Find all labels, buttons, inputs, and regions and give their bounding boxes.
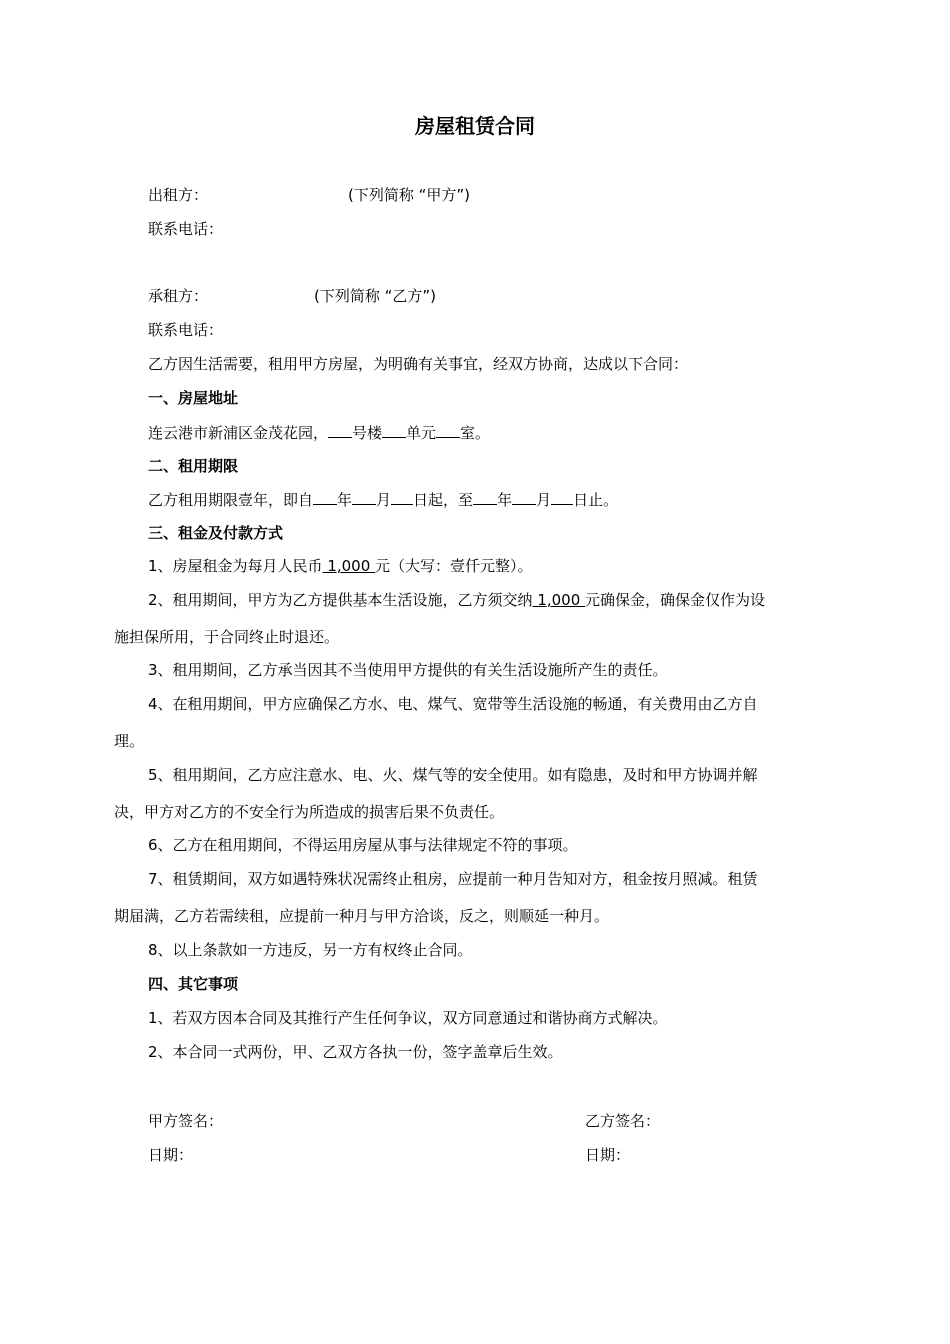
document-title: 房屋租赁合同 xyxy=(415,114,535,138)
section-4-heading: 四、其它事项 xyxy=(148,975,239,993)
section-2-heading: 二、租用期限 xyxy=(148,457,239,475)
start-year-suffix: 年 xyxy=(337,491,353,509)
end-month-blank xyxy=(512,489,536,505)
clause-3-2 xyxy=(148,590,765,610)
lessee-label: 承租方： xyxy=(148,287,209,305)
party-b-signature-label: 乙方签名： xyxy=(585,1112,661,1130)
section-3-heading: 三、租金及付款方式 xyxy=(148,524,284,542)
term-line xyxy=(148,489,618,510)
unit-blank xyxy=(382,422,406,438)
clause-3-7: 7、租赁期间，双方如遇特殊状况需终止租房，应提前一种月告知对方，租金按月照减。租赁 xyxy=(148,870,758,888)
room-suffix: 室。 xyxy=(460,424,491,442)
rent-text-tail: 元（大写：壹仟元整）。 xyxy=(375,557,533,575)
end-month-suffix: 月 xyxy=(536,491,552,509)
start-month-blank xyxy=(352,489,376,505)
room-blank xyxy=(436,422,460,438)
unit-suffix: 单元 xyxy=(406,424,437,442)
start-month-suffix: 月 xyxy=(376,491,392,509)
end-day-blank xyxy=(551,489,573,505)
section-1-heading: 一、房屋地址 xyxy=(148,389,239,407)
clause-3-3: 3、租用期间，乙方承当因其不当使用甲方提供的有关生活设施所产生的责任。 xyxy=(148,661,668,679)
deposit-text: 2、租用期间，甲方为乙方提供基本生活设施，乙方须交纳 xyxy=(148,591,533,609)
clause-3-1 xyxy=(148,556,533,576)
lessee-phone-label: 联系电话： xyxy=(148,321,224,339)
building-suffix: 号楼 xyxy=(352,424,383,442)
party-a-signature-label: 甲方签名： xyxy=(148,1112,224,1130)
rent-amount: 1,000 xyxy=(322,557,376,575)
clause-3-7-cont: 期届满，乙方若需续租，应提前一种月与甲方洽谈，反之，则顺延一种月。 xyxy=(114,907,610,925)
lessor-label: 出租方： xyxy=(148,186,209,204)
building-blank xyxy=(328,422,352,438)
lessor-phone-label: 联系电话： xyxy=(148,220,224,238)
intro-paragraph: 乙方因生活需要，租用甲方房屋，为明确有关事宜，经双方协商，达成以下合同： xyxy=(148,355,689,373)
start-day-suffix: 日起，至 xyxy=(413,491,474,509)
clause-4-2: 2、本合同一式两份，甲、乙双方各执一份，签字盖章后生效。 xyxy=(148,1043,563,1061)
address-line xyxy=(148,422,490,443)
party-a-date-label: 日期： xyxy=(148,1146,194,1164)
term-text: 乙方租用期限壹年，即自 xyxy=(148,491,314,509)
clause-4-1: 1、若双方因本合同及其推行产生任何争议，双方同意通过和谐协商方式解决。 xyxy=(148,1009,668,1027)
lessor-alias: (下列简称 “甲方”) xyxy=(348,186,471,204)
clause-3-8: 8、以上条款如一方违反，另一方有权终止合同。 xyxy=(148,941,473,959)
deposit-amount: 1,000 xyxy=(532,591,586,609)
deposit-text-tail: 元确保金，确保金仅作为设 xyxy=(585,591,766,609)
lessee-alias: (下列简称 “乙方”) xyxy=(314,287,437,305)
start-day-blank xyxy=(391,489,413,505)
clause-3-5: 5、租用期间，乙方应注意水、电、火、煤气等的安全使用。如有隐患，及时和甲方协调并解 xyxy=(148,766,758,784)
address-text: 连云港市新浦区金茂花园， xyxy=(148,424,329,442)
clause-3-4: 4、在租用期间，甲方应确保乙方水、电、煤气、宽带等生活设施的畅通，有关费用由乙方自 xyxy=(148,695,758,713)
clause-3-5-cont: 决，甲方对乙方的不安全行为所造成的损害后果不负责任。 xyxy=(114,803,505,821)
end-year-suffix: 年 xyxy=(497,491,513,509)
rent-text: 1、房屋租金为每月人民币 xyxy=(148,557,323,575)
end-day-suffix: 日止。 xyxy=(573,491,619,509)
clause-3-6: 6、乙方在租用期间，不得运用房屋从事与法律规定不符的事项。 xyxy=(148,836,578,854)
clause-3-2-cont: 施担保所用，于合同终止时退还。 xyxy=(114,628,340,646)
party-b-date-label: 日期： xyxy=(585,1146,631,1164)
end-year-blank xyxy=(473,489,497,505)
start-year-blank xyxy=(313,489,337,505)
clause-3-4-cont: 理。 xyxy=(114,732,145,750)
